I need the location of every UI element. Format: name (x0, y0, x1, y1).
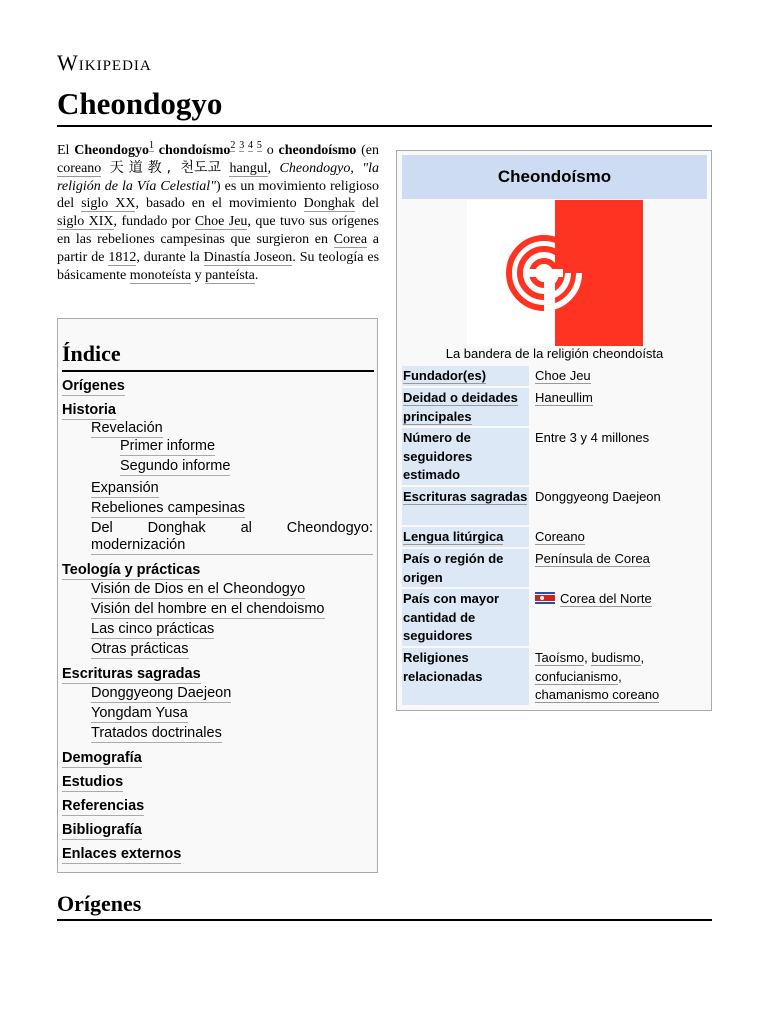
intro-text: (en (361, 143, 380, 158)
infobox-label: Escrituras sagradas (402, 487, 529, 525)
link-siglo-xix[interactable]: siglo XIX (57, 214, 114, 230)
section-title-origenes: Orígenes (57, 891, 142, 916)
infobox-value (535, 527, 707, 547)
toc-item-yongdam[interactable]: Yongdam Yusa (91, 705, 188, 721)
link-budismo[interactable]: budismo (591, 650, 641, 665)
link-dinastia-joseon[interactable]: Dinastía Joseon (203, 249, 293, 265)
infobox-label: Religiones relacionadas (402, 648, 529, 705)
link-coreano-infobox[interactable]: Coreano (535, 529, 585, 544)
intro-text: . (254, 267, 259, 283)
toc-item-cinco-practicas[interactable]: Las cinco prácticas (91, 621, 215, 637)
title-divider (57, 125, 712, 127)
wikipedia-logo[interactable]: Wikipedia (57, 50, 152, 75)
infobox-value (535, 388, 707, 408)
ref-link[interactable]: 1 (148, 140, 154, 152)
infobox-value (535, 549, 707, 569)
infobox-caption: La bandera de la religión cheondoísta (445, 346, 664, 361)
infobox-value: Donggyeong Daejeon (535, 489, 661, 504)
toc-item-segundo-informe[interactable]: Segundo informe (120, 458, 231, 474)
intro-text: . Su teología es básicamente (57, 249, 380, 283)
toc-item-revelacion[interactable]: Revelación (91, 420, 163, 436)
link-peninsula-corea[interactable]: Península de Corea (535, 551, 650, 566)
toc-item-del-donghak[interactable]: Del Donghak al Cheondogyo: modernización (91, 520, 373, 553)
toc-item-vision-dios[interactable]: Visión de Dios en el Cheondogyo (91, 581, 306, 597)
infobox-row (402, 589, 707, 646)
link-1812[interactable]: 1812 (108, 249, 137, 265)
link-donghak[interactable]: Donghak (303, 196, 355, 212)
page-title: Cheondogyo (57, 86, 223, 121)
toc-item-bibliografia[interactable]: Bibliografía (62, 822, 142, 838)
term-cheondogyo: Cheondogyo (74, 143, 149, 158)
toc-item-escrituras[interactable]: Escrituras sagradas (62, 666, 201, 682)
toc-item-vision-hombre[interactable]: Visión del hombre en el chendoismo (91, 601, 325, 617)
infobox-value: Entre 3 y 4 millones (535, 430, 650, 445)
infobox-row (402, 648, 707, 705)
link-taoismo[interactable]: Taoísmo (535, 650, 585, 665)
link-siglo-xx[interactable]: siglo XX (81, 196, 136, 212)
link-corea[interactable]: Corea (333, 231, 368, 247)
link-panteista[interactable]: panteísta (205, 267, 255, 283)
infobox-label: Número de seguidores estimado (402, 428, 529, 485)
infobox-label: Deidad o deidades principales (402, 388, 529, 426)
intro-text: o (266, 143, 274, 158)
toc-divider (62, 370, 374, 372)
ref-link[interactable]: 2 (230, 140, 236, 152)
term-cheondoismo: cheondoísmo (278, 143, 357, 158)
intro-text: del (361, 196, 380, 212)
link-confucianismo[interactable]: confucianismo (535, 668, 619, 684)
hanja-text: 天道教 (109, 159, 167, 176)
infobox-row (402, 366, 707, 386)
toc-item-demografia[interactable]: Demografía (62, 750, 142, 766)
hangul-chars: , 천도교 (166, 159, 222, 176)
toc-item-teologia[interactable]: Teología y prácticas (62, 562, 201, 578)
cheondoism-flag-image[interactable] (467, 200, 643, 346)
infobox-row (402, 487, 707, 525)
name-meaning: "la religión de la Vía Celestial" (57, 160, 380, 194)
infobox-value (535, 589, 707, 609)
table-of-contents (57, 318, 378, 873)
infobox-value (535, 366, 707, 386)
infobox-row (402, 527, 707, 547)
toc-title: Índice (62, 341, 121, 366)
infobox-label: País con mayor cantidad de seguidores (402, 589, 529, 646)
link-chamanismo-coreano[interactable]: chamanismo coreano (535, 687, 660, 702)
link-corea-del-norte[interactable]: Corea del Norte (560, 591, 652, 606)
infobox-row (402, 428, 707, 485)
toc-item-tratados[interactable]: Tratados doctrinales (91, 725, 222, 741)
toc-item-historia[interactable]: Historia (62, 402, 116, 418)
toc-item-donggyeong[interactable]: Donggyeong Daejeon (91, 685, 232, 701)
infobox-title: Cheondoísmo (402, 155, 707, 199)
toc-item-origenes[interactable]: Orígenes (62, 378, 125, 394)
infobox (396, 150, 712, 711)
intro-text: , fundado por (113, 214, 191, 230)
north-korea-flag-icon (535, 592, 555, 604)
intro-text: y (194, 267, 202, 283)
intro-text: ) es un movimiento religioso del (57, 178, 379, 212)
link-monoteista[interactable]: monoteísta (129, 267, 192, 283)
term-chondoismo: chondoísmo (158, 143, 231, 158)
link-coreano[interactable]: coreano (57, 160, 102, 176)
romanized-name: Cheondogyo (279, 160, 351, 176)
ref-link[interactable]: 3 (239, 140, 245, 152)
link-haneullim[interactable]: Haneullim (535, 390, 593, 405)
infobox-value: Taoísmo, budismo, confucianismo, chamanismo coreano (535, 650, 660, 702)
ref-link[interactable]: 4 (248, 140, 254, 152)
intro-text: El (57, 143, 70, 158)
infobox-label: Fundador(es) (402, 366, 529, 386)
infobox-label: Lengua litúrgica (402, 527, 529, 547)
link-choe-jeu[interactable]: Choe Jeu (194, 214, 248, 230)
toc-item-enlaces[interactable]: Enlaces externos (62, 846, 182, 862)
toc-item-otras-practicas[interactable]: Otras prácticas (91, 641, 189, 657)
infobox-row (402, 388, 707, 426)
intro-text: , que tuvo sus orígenes en las rebeliones campesinas que surgieron en (57, 214, 379, 247)
section-divider (57, 919, 712, 921)
infobox-row (402, 549, 707, 587)
toc-item-rebeliones-campesinas[interactable]: Rebeliones campesinas (91, 500, 245, 516)
intro-text: , durante la (136, 249, 200, 265)
toc-item-estudios[interactable]: Estudios (62, 774, 124, 790)
intro-text: , basado en el movimiento (135, 196, 297, 212)
intro-paragraph: El Cheondogyo$^1$ chondoísmo$^{2 3 4 5}$ o cheondoísmo (en coreano 天道教, 천도교 hangul, Cheondogyo, "la religión de la Vía Celestial") es un movimiento religioso del siglo XX, basado en el movimiento Donghak del siglo XIX, fundado por Choe Jeu, que tuvo sus orígenes en las rebeliones campesinas que surgieron en Corea a partir de 1812, durante la Dinastía Joseon. Su teología es básicamente monoteísta y panteísta. (57, 140, 380, 283)
ref-link[interactable]: 5 (256, 140, 262, 152)
toc-item-referencias[interactable]: Referencias (62, 798, 145, 814)
link-choe-jeu-infobox[interactable]: Choe Jeu (535, 368, 591, 383)
intro-text: a partir de (57, 231, 379, 265)
link-hangul[interactable]: hangul (229, 160, 268, 176)
infobox-label: País o región de origen (402, 549, 529, 587)
toc-item-expansion[interactable]: Expansión (91, 480, 159, 496)
toc-item-primer-informe[interactable]: Primer informe (120, 438, 216, 454)
